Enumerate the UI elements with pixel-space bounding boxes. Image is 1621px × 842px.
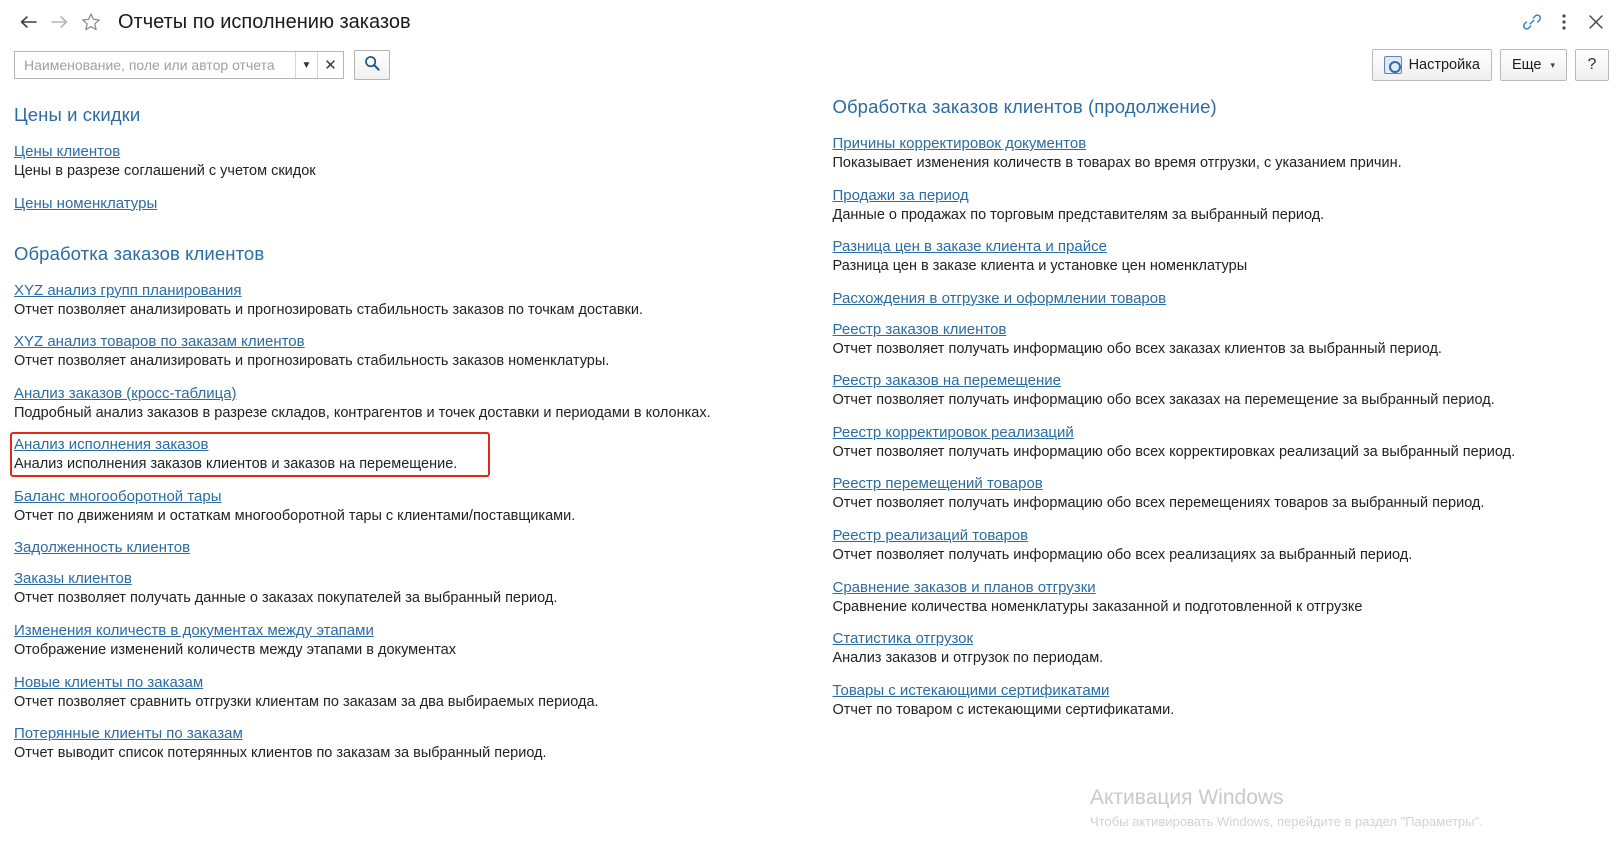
report-link[interactable]: Товары с истекающими сертификатами xyxy=(832,681,1110,699)
list-item xyxy=(833,310,1584,360)
list-item xyxy=(833,619,1584,669)
back-button[interactable] xyxy=(14,9,44,35)
report-link[interactable]: Цены клиентов xyxy=(14,143,121,160)
search-group xyxy=(14,50,390,80)
list-item xyxy=(833,671,1584,721)
command-bar-right xyxy=(1372,49,1609,81)
list-item xyxy=(14,611,787,661)
report-link[interactable]: Реестр реализаций товаров xyxy=(832,526,1029,544)
report-description: Отчет выводит список потерянных клиентов по заказам за выбранный период. xyxy=(14,745,547,762)
list-item xyxy=(14,374,787,424)
settings-label: Настройка xyxy=(1408,57,1480,73)
report-description: Отчет позволяет получать информацию обо всех реализациях за выбранный период. xyxy=(832,546,1413,563)
windows-activation-watermark xyxy=(1090,786,1483,829)
page-title: Отчеты по исполнению заказов xyxy=(118,10,411,33)
report-link[interactable]: Задолженность клиентов xyxy=(14,539,191,557)
right-column xyxy=(811,92,1608,766)
list-item xyxy=(833,516,1584,566)
title-bar xyxy=(0,0,1621,44)
list-item xyxy=(14,477,787,527)
report-description: Отчет позволяет анализировать и прогнозировать стабильность заказов номенклатуры. xyxy=(14,353,610,370)
report-link[interactable]: Сравнение заказов и планов отгрузки xyxy=(832,578,1096,596)
report-description: Отчет позволяет получать информацию обо всех заказах клиентов за выбранный период. xyxy=(832,340,1442,357)
search-box[interactable] xyxy=(14,51,344,79)
report-link[interactable]: Причины корректировок документов xyxy=(832,135,1087,152)
search-icon xyxy=(363,54,381,77)
link-icon[interactable] xyxy=(1517,8,1547,36)
report-link[interactable]: Реестр перемещений товаров xyxy=(832,475,1043,493)
list-item xyxy=(14,322,787,372)
favorite-star-icon[interactable] xyxy=(74,8,108,36)
report-link[interactable]: Реестр заказов клиентов xyxy=(832,320,1007,338)
report-link[interactable]: Баланс многооборотной тары xyxy=(14,487,222,505)
report-link[interactable]: XYZ анализ групп планирования xyxy=(14,281,242,299)
command-bar xyxy=(0,44,1621,86)
report-description: Отчет позволяет получать информацию обо всех перемещениях товаров за выбранный период. xyxy=(832,495,1485,512)
report-description: Данные о продажах по торговым представителям за выбранный период. xyxy=(832,206,1325,223)
report-link[interactable]: Продажи за период xyxy=(832,186,969,204)
report-link[interactable]: Разница цен в заказе клиента и прайсе xyxy=(832,238,1107,256)
title-bar-actions xyxy=(1517,8,1611,36)
report-link[interactable]: Потерянные клиенты по заказам xyxy=(14,725,243,743)
chevron-down-icon: ▾ xyxy=(1550,59,1555,70)
list-item xyxy=(14,132,787,182)
report-description: Отчет позволяет получать информацию обо всех корректировках реализаций за выбранный период. xyxy=(832,443,1516,460)
list-item xyxy=(833,464,1584,514)
report-description: Отображение изменений количеств между этапами в документах xyxy=(14,641,456,658)
watermark-subtitle: Чтобы активировать Windows, перейдите в раздел "Параметры". xyxy=(1090,814,1483,829)
forward-button[interactable] xyxy=(44,9,74,35)
search-button[interactable] xyxy=(354,50,390,80)
report-link[interactable]: Статистика отгрузок xyxy=(832,630,974,648)
report-link[interactable]: Анализ заказов (кросс-таблица) xyxy=(14,384,237,402)
search-input[interactable] xyxy=(22,52,295,78)
list-item-highlighted xyxy=(14,425,787,475)
report-link[interactable]: Реестр заказов на перемещение xyxy=(832,372,1062,390)
settings-button[interactable] xyxy=(1372,49,1492,81)
report-link[interactable]: Реестр корректировок реализаций xyxy=(832,423,1074,441)
left-column xyxy=(14,92,811,766)
report-description: Отчет позволяет сравнить отгрузки клиентам по заказам за два выбираемых периода. xyxy=(14,693,599,710)
report-description: Разница цен в заказе клиента и установке цен номенклатуры xyxy=(832,258,1248,275)
report-description: Отчет позволяет анализировать и прогнозировать стабильность заказов по точкам доставки. xyxy=(14,301,644,318)
report-description: Отчет по товаром с истекающими сертификатами. xyxy=(832,701,1175,718)
list-item xyxy=(833,413,1584,463)
list-item xyxy=(833,279,1584,308)
list-item xyxy=(833,227,1584,277)
watermark-title: Активация Windows xyxy=(1090,786,1284,809)
section-heading: Обработка заказов клиентов (продолжение) xyxy=(832,96,1217,117)
report-description: Отчет по движениям и остаткам многооборотной тары с клиентами/поставщиками. xyxy=(14,507,576,524)
section-heading: Обработка заказов клиентов xyxy=(14,242,265,264)
report-description: Анализ заказов и отгрузок по периодам. xyxy=(832,650,1104,667)
list-item xyxy=(833,176,1584,226)
report-link-selected[interactable]: Анализ исполнения заказов xyxy=(14,436,209,454)
report-link[interactable]: Заказы клиентов xyxy=(14,570,132,588)
report-description: Подробный анализ заказов в разрезе складов, контрагентов и точек доставки и периодами в колонках. xyxy=(14,404,711,421)
report-link[interactable]: XYZ анализ товаров по заказам клиентов xyxy=(14,333,305,351)
list-item xyxy=(14,559,787,609)
list-item xyxy=(833,568,1584,618)
clear-icon[interactable]: ✕ xyxy=(318,52,343,78)
help-label: ? xyxy=(1587,56,1597,73)
list-item xyxy=(833,361,1584,411)
report-list-area xyxy=(0,86,1621,842)
list-item xyxy=(14,714,787,764)
more-label: Еще xyxy=(1511,57,1542,73)
list-item xyxy=(14,528,787,557)
chevron-down-icon[interactable]: ▼ xyxy=(296,52,317,78)
report-link[interactable]: Цены номенклатуры xyxy=(14,194,158,212)
list-item xyxy=(14,663,787,713)
list-item xyxy=(14,271,787,321)
report-description: Показывает изменения количеств в товарах во время отгрузки, с указанием причин. xyxy=(832,155,1402,171)
close-icon[interactable] xyxy=(1581,8,1611,36)
gear-icon xyxy=(1384,56,1402,74)
report-description: Отчет позволяет получать информацию обо всех заказах на перемещение за выбранный период. xyxy=(832,392,1495,409)
kebab-menu-icon[interactable] xyxy=(1549,8,1579,36)
more-button[interactable] xyxy=(1500,49,1567,81)
report-description: Цены в разрезе соглашений с учетом скидок xyxy=(14,163,316,179)
report-description: Сравнение количества номенклатуры заказанной и подготовленной к отгрузке xyxy=(832,598,1363,615)
report-description: Анализ исполнения заказов клиентов и заказов на перемещение. xyxy=(14,456,458,473)
report-link[interactable]: Расхождения в отгрузке и оформлении товаров xyxy=(832,289,1167,307)
list-item xyxy=(14,184,787,213)
help-button[interactable] xyxy=(1575,49,1609,81)
report-columns xyxy=(0,92,1621,766)
section-heading: Цены и скидки xyxy=(14,104,141,125)
report-description: Отчет позволяет получать данные о заказах покупателей за выбранный период. xyxy=(14,590,558,607)
report-link[interactable]: Изменения количеств в документах между этапами xyxy=(14,621,374,639)
list-item xyxy=(833,124,1584,174)
report-link[interactable]: Новые клиенты по заказам xyxy=(14,673,204,691)
